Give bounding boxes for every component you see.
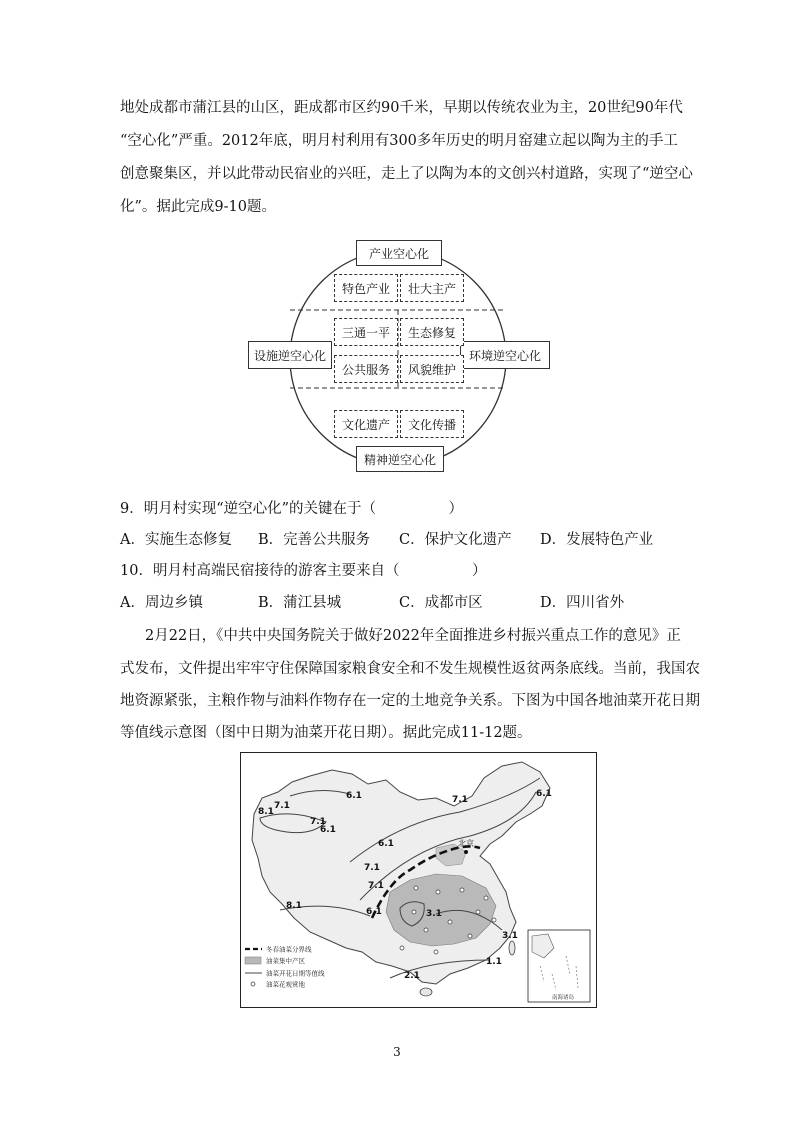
- iso-label-6: 6.1: [320, 825, 336, 835]
- iso-label-10: 7.1: [368, 881, 384, 891]
- passage1-line3: 创意聚集区，并以此带动民宿业的兴旺，走上了以陶为本的文创兴村道路，实现了“逆空心: [120, 166, 693, 182]
- passage2-line2: 式发布，文件提出牢牢守住保障国家粮食安全和不发生规模性返贫两条底线。当前，我国农: [120, 661, 700, 677]
- passage1-line4: 化”。据此完成9-10题。: [120, 199, 276, 215]
- page-number: 3: [393, 1045, 401, 1059]
- question-10-option-b: B．蒲江县城: [258, 595, 342, 611]
- question-10-option-a: A．周边乡镇: [120, 595, 203, 611]
- question-9-option-a: A．实施生态修复: [120, 532, 232, 548]
- iso-label-1: 7.1: [452, 795, 468, 805]
- diagram-box-infrastructure: 三通一平: [334, 318, 398, 346]
- diagram-box-featured-industry: 特色产业: [334, 274, 398, 302]
- iso-label-13: 3.1: [426, 909, 442, 919]
- legend-boundary: 冬春油菜分界线: [266, 945, 312, 954]
- iso-label-5: 7.1: [310, 817, 326, 827]
- iso-label-3: 8.1: [258, 807, 274, 817]
- question-9-option-c: C．保护文化遗产: [399, 532, 512, 548]
- question-10-option-d: D．四川省外: [540, 595, 625, 611]
- question-9-option-d: D．发展特色产业: [540, 532, 654, 548]
- iso-label-12: 6.1: [366, 907, 382, 917]
- diagram-box-public-service: 公共服务: [334, 355, 398, 383]
- diagram-top-label: 产业空心化: [356, 240, 442, 266]
- iso-label-9: 7.1: [364, 863, 380, 873]
- diagram-right-label: 环境逆空心化: [460, 341, 550, 369]
- diagram-box-landscape-maintenance: 风貌维护: [400, 355, 464, 383]
- legend-production-area: 油菜集中产区: [266, 957, 305, 965]
- diagram-box-main-industry: 壮大主产: [400, 274, 464, 302]
- china-map-figure: [240, 752, 597, 1008]
- diagram-box-cultural-heritage: 文化遗产: [334, 410, 398, 438]
- rapeseed-flowering-map: [240, 752, 597, 1008]
- diagram-bottom-label: 精神逆空心化: [356, 446, 444, 472]
- iso-label-11: 8.1: [286, 901, 302, 911]
- iso-label-2: 6.1: [346, 791, 362, 801]
- question-10-option-c: C．成都市区: [399, 595, 483, 611]
- question-9-option-b: B．完善公共服务: [258, 532, 371, 548]
- iso-label-8: 6.1: [378, 839, 394, 849]
- legend-isoline: 油菜开花日期等值线: [266, 969, 325, 978]
- passage2-line1: 2月22日，《中共中央国务院关于做好2022年全面推进乡村振兴重点工作的意见》正: [145, 628, 681, 644]
- question-9-stem: 9．明月村实现“逆空心化”的关键在于（ ）: [120, 501, 464, 517]
- passage2-line3: 地资源紧张，主粮作物与油料作物存在一定的土地竞争关系。下图为中国各地油菜开花日期: [120, 693, 700, 709]
- diagram-box-cultural-communication: 文化传播: [400, 410, 464, 438]
- iso-label-15: 1.1: [486, 957, 502, 967]
- iso-label-16: 2.1: [404, 971, 420, 981]
- iso-label-4: 7.1: [274, 801, 290, 811]
- passage1-line1: 地处成都市蒲江县的山区，距成都市区约90千米，早期以传统农业为主，20世纪90年代: [120, 100, 683, 116]
- inset-label: 南海诸岛: [552, 995, 575, 1001]
- legend-viewing-spot: 油菜花观赏地: [266, 980, 305, 989]
- south-china-sea-inset: [528, 930, 590, 1002]
- diagram-box-ecological-restoration: 生态修复: [400, 318, 464, 346]
- iso-label-7: 6.1: [536, 789, 552, 799]
- passage2-line4: 等值线示意图（图中日期为油菜开花日期）。据此完成11-12题。: [120, 725, 532, 741]
- question-10-stem: 10．明月村高端民宿接待的游客主要来自（ ）: [120, 563, 487, 579]
- iso-label-14: 3.1: [502, 931, 518, 941]
- passage1-line2: “空心化”严重。2012年底，明月村利用有300多年历史的明月窑建立起以陶为主的手工: [120, 133, 678, 149]
- diagram-left-label: 设施逆空心化: [248, 341, 332, 369]
- hollowing-diagram: [240, 238, 555, 478]
- beijing-label: 北京: [458, 839, 474, 848]
